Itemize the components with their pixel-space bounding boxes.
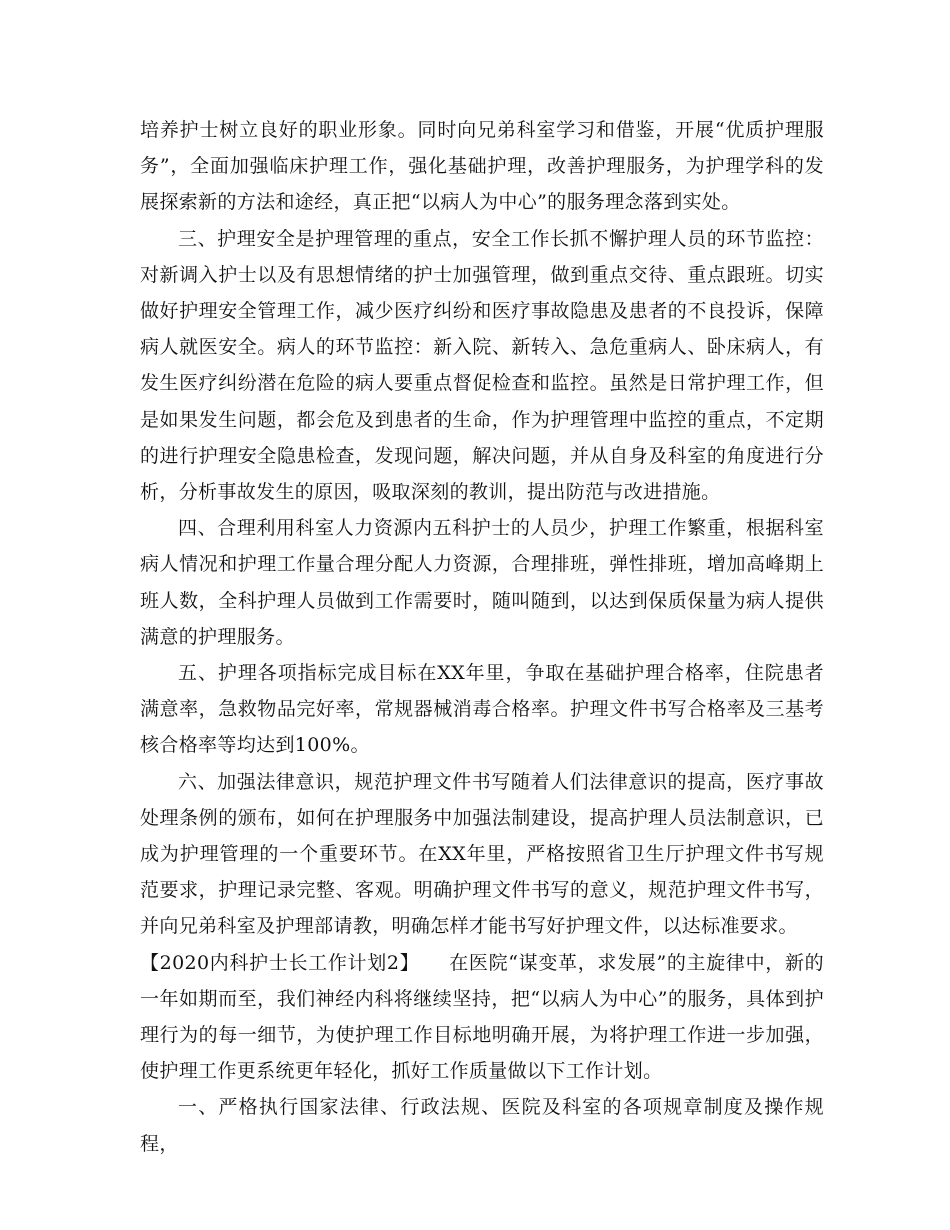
paragraph-work-plan-2: 【2020内科护士长工作计划2】 在医院“谋变革，求发展”的主旋律中，新的一年如期而至，我们神经内科将继续坚持，把“以病人为中心”的服务，具体到护理行为的每一细节，为使护理工作目标地明确开展，为将护理工作进一步加强，使护理工作更系统更年轻化，抓好工作质量做以下工作计划。 [140, 951, 824, 1083]
paragraph-nursing-safety: 三、护理安全是护理管理的重点，安全工作长抓不懈护理人员的环节监控：对新调入护士以及有思想情绪的护士加强管理，做到重点交待、重点跟班。切实做好护理安全管理工作，减少医疗纠纷和医疗事故隐患及患者的不良投诉，保障病人就医安全。病人的环节监控：新入院、新转入、急危重病人、卧床病人，有发生医疗纠纷潜在危险的病人要重点督促检查和监控。虽然是日常护理工作，但是如果发生问题，都会危及到患者的生命，作为护理管理中监控的重点，不定期的进行护理安全隐患检查，发现问题，解决问题，并从自身及科室的角度进行分析，分析事故发生的原因，吸取深刻的教训，提出防范与改进措施。 [140, 227, 824, 504]
paragraph-regulations: 一、严格执行国家法律、行政法规、医院及科室的各项规章制度及操作规程， [140, 1096, 824, 1155]
paragraph-continuation: 培养护士树立良好的职业形象。同时向兄弟科室学习和借鉴，开展“优质护理服务”，全面加强临床护理工作，强化基础护理，改善护理服务，为护理学科的发展探索新的方法和途经，真正把“以病人为中心”的服务理念落到实处。 [140, 119, 824, 214]
document-body [140, 112, 824, 1162]
paragraph-legal-awareness: 六、加强法律意识，规范护理文件书写随着人们法律意识的提高，医疗事故处理条例的颁布，如何在护理服务中加强法制建设，提高护理人员法制意识，已成为护理管理的一个重要环节。在XX年里，严格按照省卫生厅护理文件书写规范要求，护理记录完整、客观。明确护理文件书写的意义，规范护理文件书写，并向兄弟科室及护理部请教，明确怎样才能书写好护理文件，以达标准要求。 [140, 770, 824, 938]
paragraph-nursing-targets: 五、护理各项指标完成目标在XX年里，争取在基础护理合格率，住院患者满意率，急救物品完好率，常规器械消毒合格率。护理文件书写合格率及三基考核合格率等均达到100%。 [140, 662, 824, 757]
paragraph-human-resources: 四、合理利用科室人力资源内五科护士的人员少，护理工作繁重，根据科室病人情况和护理工作量合理分配人力资源，合理排班，弹性排班，增加高峰期上班人数，全科护理人员做到工作需要时，随叫随到，以达到保质保量为病人提供满意的护理服务。 [140, 517, 824, 648]
